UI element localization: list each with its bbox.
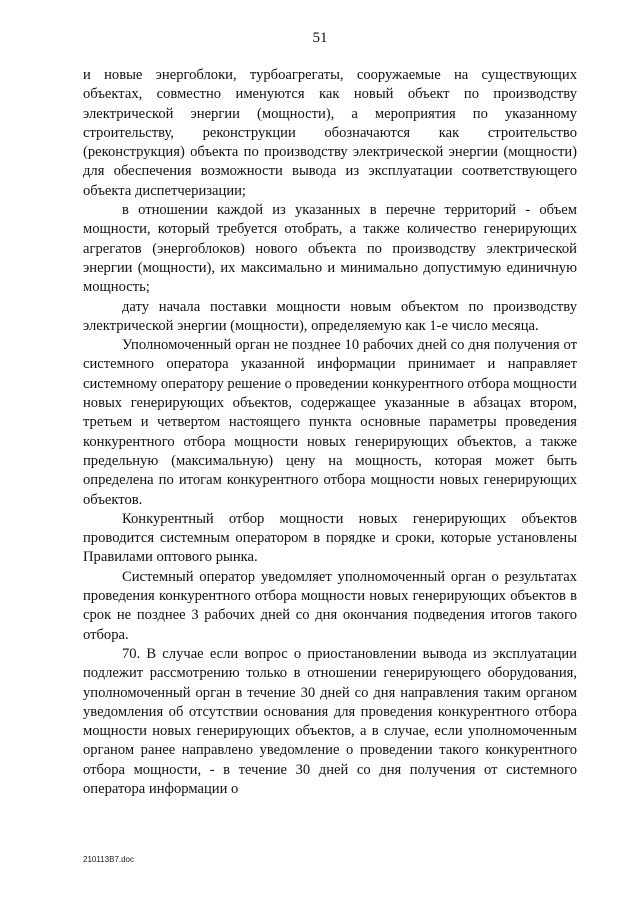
paragraph-territories-capacity: в отношении каждой из указанных в перечне территорий - объем мощности, который требуется отобрать, а также количество генерирующих агрегатов (энергоблоков) нового объекта по производству электрической энергии (мощности), их максимально и минимально допустимую единичную мощность; [83, 202, 577, 296]
paragraph-continuation: и новые энергоблоки, турбоагрегаты, сооружаемые на существующих объектах, совместно именуются как новый объект по производству электрической энергии (мощности), а мероприятия по указанному строительству, реконструкции обозначаются как строительство (реконструкция) объекта по производству электрической энергии (мощности) для обеспечения возможности вывода из эксплуатации соответствующего объекта диспетчеризации; [83, 67, 577, 199]
paragraph-supply-start-date: дату начала поставки мощности новым объектом по производству электрической энергии (мощности), определяемую как 1-е число месяца. [83, 298, 577, 334]
paragraph-item-70: 70. В случае если вопрос о приостановлении вывода из эксплуатации подлежит рассмотрению только в отношении генерирующего оборудования, уполномоченный орган в течение 30 дней со дня направления таким органом уведомления об отсутствии основания для проведения конкурентного отбора мощности новых генерирующих объектов, а в случае, если уполномоченным органом ранее направлено уведомление о проведении такого конкурентного отбора мощности, - в течение 30 дней со дня получения от системного оператора информации о [83, 645, 577, 797]
document-body [83, 66, 577, 799]
paragraph-authority-decision: Уполномоченный орган не позднее 10 рабочих дней со дня получения от системного оператора указанной информации принимает и направляет системному оператору решение о проведении конкурентного отбора мощности новых генерирующих объектов, содержащее указанные в абзацах втором, третьем и четвертом настоящего пункта основные параметры проведения конкурентного отбора мощности новых генерирующих объектов, а также предельную (максимальную) цену на мощность, которая может быть определена по итогам конкурентного отбора мощности новых генерирующих объектов. [83, 337, 577, 508]
page-number: 51 [312, 30, 328, 46]
file-name-footer: 210113B7.doc [83, 855, 135, 864]
paragraph-selection-procedure: Конкурентный отбор мощности новых генерирующих объектов проводится системным оператором в порядке и сроки, которые установлены Правилами оптового рынка. [83, 510, 577, 566]
paragraph-operator-notification: Системный оператор уведомляет уполномоченный орган о результатах проведения конкурентного отбора мощности новых генерирующих объектов в срок не позднее 3 рабочих дней со дня окончания подведения итогов такого отбора. [83, 568, 577, 643]
